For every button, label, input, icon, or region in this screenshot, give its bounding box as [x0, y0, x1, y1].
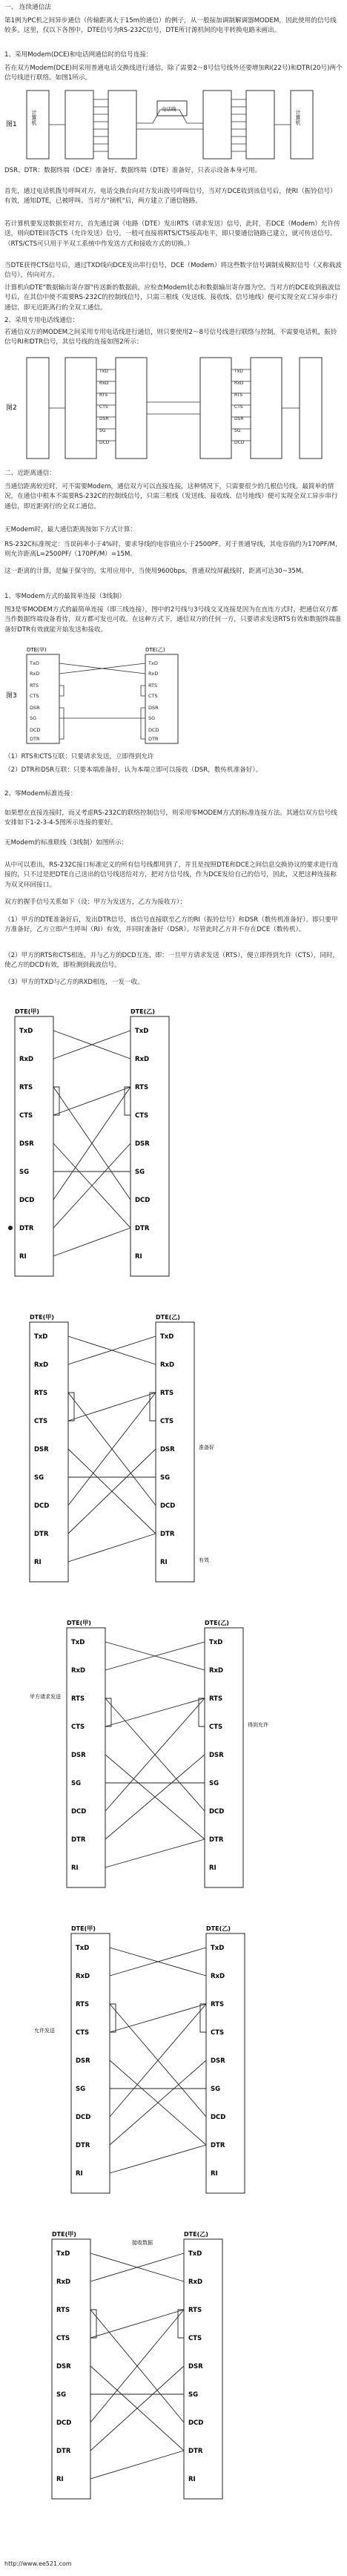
- paragraph: （3）甲方的TXD与乙方的RXD相连，一发一收。: [4, 979, 144, 986]
- signal-label: RxD: [34, 1361, 49, 1369]
- signal-label: DTR: [160, 1531, 175, 1538]
- null-modem-diagram: [8, 1008, 169, 1276]
- signal-label: DCD: [56, 2419, 72, 2427]
- signal-label: TxD: [135, 1028, 149, 1035]
- signal-label: SG: [71, 1780, 82, 1787]
- signal-wire: [90, 2451, 184, 2479]
- signal-label: RTS: [188, 2307, 202, 2314]
- crossover-lines: [59, 663, 145, 739]
- signal-label: RI: [188, 2476, 196, 2483]
- computer-label: 计算机: [31, 110, 37, 125]
- svg-text:RxD: RxD: [148, 671, 159, 677]
- signal-label: CTS: [34, 1418, 48, 1425]
- dte-b-label: DTE(乙): [184, 2231, 208, 2238]
- signal-label: DSR: [135, 1140, 150, 1148]
- signal-label: RTS: [71, 1695, 85, 1703]
- null-modem-diagrams: [0, 1003, 347, 2554]
- svg-text:DSR: DSR: [148, 705, 159, 711]
- signal-label: RxD: [56, 2278, 71, 2286]
- loopback-wire: [199, 1698, 205, 1726]
- section-heading-null-modem-3wire: 1、零Modem方式的最简单连接（3线制）: [4, 593, 126, 600]
- signal-label: CTS: [188, 2335, 202, 2342]
- svg-text:SG: SG: [99, 428, 106, 433]
- svg-text:SG: SG: [30, 715, 37, 721]
- signal-label: TxD: [19, 1028, 33, 1035]
- svg-text:RTS: RTS: [234, 392, 243, 398]
- signal-label: DCD: [188, 2419, 204, 2427]
- signal-wire: [90, 2310, 184, 2338]
- signal-label: DTR: [76, 2142, 90, 2149]
- section-heading-null-modem-standard: 2、零Modem标准连接：: [4, 790, 77, 798]
- dte-box: [65, 358, 96, 459]
- svg-text:DCD: DCD: [30, 727, 41, 733]
- signal-label: CTS: [56, 2335, 70, 2342]
- svg-text:SG: SG: [234, 428, 241, 433]
- dce-box: [116, 358, 147, 459]
- side-label: 准备好: [199, 1445, 214, 1450]
- signal-label: TxD: [56, 2250, 70, 2258]
- signal-label: RTS: [135, 1084, 149, 1091]
- paragraph: （2）甲方的RTS和CTS相连，并与乙方的DCD互连，即：一旦甲方请求发送（RTS），便立即得到允许（CTS），同时，使乙方的DCD有效，即检测到载波信号。: [4, 952, 340, 970]
- signal-wire: [105, 1839, 205, 1867]
- signal-label: RI: [19, 1253, 27, 1261]
- loopback-wire: [110, 2004, 116, 2032]
- dte-b-label: DTE(乙): [156, 1314, 180, 1321]
- paragraph: 若通信双方的MODEM之间采用专用电话线进行通信，则只要使用2～8号信号线进行联络与控制，不需要电话机，振铃信号RI和DTR信号，其信号线的连接如图2所示：: [4, 329, 337, 346]
- signal-label: RxD: [135, 1056, 150, 1063]
- signal-label: SG: [19, 1169, 30, 1176]
- signal-wire: [53, 1228, 130, 1256]
- figure-3-three-wire: [4, 644, 343, 748]
- signal-label: CTS: [211, 2029, 225, 2037]
- figure-3-svg: [4, 644, 343, 748]
- computer-box: [27, 358, 49, 459]
- loopback-wire: [200, 2004, 206, 2032]
- signal-label: DSR: [71, 1752, 86, 1759]
- signal-label: TxD: [188, 2250, 202, 2258]
- figure-1-modem-connection: [4, 88, 343, 162]
- svg-text:RxD: RxD: [30, 671, 40, 677]
- dte-b-label: DTE(乙): [130, 1008, 155, 1015]
- svg-text:RxD: RxD: [99, 381, 109, 386]
- loopback-wire: [90, 2310, 96, 2338]
- svg-text:CTS: CTS: [30, 693, 39, 699]
- signal-label: DSR: [160, 1446, 175, 1453]
- figure-1-svg: [4, 88, 343, 162]
- signal-label: DTR: [209, 1836, 224, 1844]
- svg-text:CTS: CTS: [99, 404, 108, 410]
- signal-label: RI: [56, 2476, 64, 2483]
- signal-label: DSR: [76, 2057, 90, 2065]
- side-label: 得到允许: [248, 1722, 268, 1728]
- signal-label: SG: [209, 1780, 219, 1787]
- signal-label: RxD: [211, 1973, 225, 1980]
- signal-label: RTS: [160, 1390, 174, 1397]
- dce-box: [203, 91, 231, 159]
- dte-a-label: DTE(甲): [67, 1620, 91, 1626]
- computer-box: [291, 91, 313, 159]
- null-modem-svg: [0, 1003, 347, 2554]
- signal-label: RTS: [211, 2001, 225, 2008]
- signal-label: SG: [34, 1474, 44, 1482]
- signal-label: RI: [135, 1253, 142, 1261]
- signal-label: DCD: [71, 1808, 87, 1816]
- null-modem-diagram: [34, 1925, 245, 2193]
- svg-text:CTS: CTS: [234, 404, 243, 410]
- signal-label: RI: [34, 1559, 42, 1566]
- signal-label: SG: [160, 1474, 171, 1482]
- dte-box: [251, 358, 282, 459]
- signal-label: RTS: [209, 1695, 223, 1703]
- signal-label: CTS: [160, 1418, 174, 1425]
- null-modem-diagram: [30, 1314, 214, 1582]
- paragraph: 如果想在直接连接时，而又考虑RS-232C的联络控制信号，则采用零MODEM方式的标准连接方法。其通信双方信号线安排如下1-2-3-4-5图所示连接的要好。: [4, 809, 337, 827]
- svg-text:TxD: TxD: [99, 369, 108, 374]
- signal-label: RI: [209, 1864, 217, 1872]
- figure-label: 图2: [6, 404, 17, 412]
- computer-label: 计算机: [295, 110, 301, 125]
- signal-label: RTS: [19, 1084, 33, 1091]
- figure-label: 图1: [6, 121, 17, 128]
- signal-label: DSR: [19, 1140, 34, 1148]
- signal-label: DCD: [209, 1808, 225, 1816]
- signal-wire: [68, 1534, 156, 1562]
- svg-text:RTS: RTS: [148, 683, 158, 689]
- signal-label: TxD: [211, 1945, 225, 1952]
- signal-label: RTS: [56, 2307, 70, 2314]
- footer-url: http://www.ee521.com: [4, 2560, 72, 2567]
- dte-a-label: DTE(甲): [71, 1925, 96, 1932]
- dte-a-label: DTE(甲): [15, 1008, 39, 1015]
- signal-wire: [68, 1393, 156, 1421]
- signal-label: DTR: [135, 1225, 150, 1232]
- signal-label: DCD: [76, 2114, 91, 2121]
- paragraph: 这一距离的计算，是偏于保守的。实用应用中，当使用9600bps，普通双绞屏蔽线时，距离可达30~35M。: [4, 568, 308, 575]
- side-label: 接收数据: [132, 2240, 153, 2246]
- section-heading-continuous: 一、 连续通信法: [4, 4, 51, 11]
- computer-box: [300, 358, 322, 459]
- marker-dot: [8, 1226, 13, 1230]
- paragraph: （2）DTR和DSR互联：只要本端准备好，认为本端立即可以接收（DSR，数传机准备好）。: [4, 766, 262, 774]
- signal-labels-b: [148, 660, 159, 742]
- signal-label: TxD: [209, 1639, 223, 1646]
- signal-labels-left: [99, 369, 110, 445]
- signal-label: DCD: [19, 1197, 35, 1204]
- signal-label: CTS: [76, 2029, 90, 2037]
- dte-a-label: DTE(甲): [52, 2231, 76, 2238]
- computer-box: [27, 91, 49, 159]
- signal-label: TxD: [34, 1333, 48, 1341]
- signal-label: RTS: [34, 1390, 48, 1397]
- paragraph: 首先，通过电话机拨号呼叫对方，电话交换台向对方发出拨号呼叫信号，当对方DCE收到该信号后，使RI（振铃信号）有效，通知DTE，已被呼叫。当对方"摘机"后，两方建立了通信链路。: [4, 188, 337, 206]
- dce-box: [108, 91, 136, 159]
- figure-2-leased-line: [4, 355, 343, 463]
- svg-text:DTR: DTR: [30, 736, 40, 742]
- svg-text:DCD: DCD: [234, 440, 245, 445]
- paragraph: 双方的握手信号关系如下（设：甲方为发送方，乙方为接收方）：: [4, 898, 186, 906]
- signal-labels-right: [234, 369, 245, 445]
- signal-label: TxD: [76, 1945, 90, 1952]
- signal-label: RxD: [76, 1973, 90, 1980]
- svg-text:RTS: RTS: [99, 392, 108, 398]
- paragraph: 计算机向DTE"数据输出寄存器"传送新的数据前，应检查Modem状态和数据输出寄存器为空。当对方的DCE收到载波信号后，在其信中使不需要RS-232C的控制线信号，只需三根线（发送线、接收线、信号地线）便可实现全双工异步串行通信，即无近距离行的全双工通信。: [4, 284, 341, 312]
- svg-text:DCD: DCD: [148, 727, 159, 733]
- dte-box: [65, 91, 93, 159]
- signal-wire: [110, 2145, 206, 2173]
- signal-label: DTR: [211, 2142, 225, 2149]
- svg-text:RxD: RxD: [234, 381, 244, 386]
- phone-line-label: 电话线: [162, 106, 176, 112]
- signal-label: DCD: [34, 1502, 50, 1510]
- signal-label: RI: [76, 2170, 83, 2178]
- signal-label: RxD: [209, 1667, 224, 1675]
- signal-label: DCD: [160, 1502, 176, 1510]
- dce-box: [200, 358, 231, 459]
- svg-text:DSR: DSR: [99, 416, 109, 421]
- signal-label: SG: [188, 2391, 199, 2399]
- signal-label: CTS: [135, 1112, 149, 1120]
- loopback-wire: [178, 2310, 184, 2338]
- paragraph: 无Modem的标准联线（3线制）如图所示：: [4, 839, 128, 847]
- section-heading-leased-line: 2、采用专用电话线通信：: [4, 317, 79, 324]
- signal-label: SG: [211, 2086, 221, 2093]
- section-heading-short-distance: 二、近距离通信：: [4, 470, 56, 477]
- dte-b-label: DTE(乙): [206, 1925, 231, 1932]
- signal-label: SG: [135, 1169, 145, 1176]
- dte-a-label: DTE(甲): [27, 647, 47, 653]
- signal-wire: [105, 1698, 205, 1726]
- paragraph: 若在双方Modem(DCE)间采用普通电话交换线进行通信，除了需要2～8号信号线外还要增加RI(22号)和DTR(20号)两个信号线进行联络。如图1所示。: [4, 65, 343, 82]
- signal-label: DCD: [135, 1197, 151, 1204]
- signal-label: DSR: [188, 2363, 203, 2370]
- signal-label: DCD: [211, 2114, 226, 2121]
- signal-label: DSR: [211, 2057, 225, 2065]
- signal-label: CTS: [71, 1724, 85, 1731]
- signal-label: RI: [211, 2170, 218, 2178]
- svg-text:CTS: CTS: [148, 693, 158, 699]
- signal-label: CTS: [209, 1724, 223, 1731]
- signal-label: RxD: [71, 1667, 86, 1675]
- paragraph: 当DTE获得CTS信号后，通过TXD线向DCE发出串行信号，DCE（Modem）将这些数字信号调制成模拟信号（又称载波信号），传向对方。: [4, 262, 342, 280]
- signal-label: RxD: [160, 1361, 175, 1369]
- section-heading-modem: 1、采用Modem(DCE)和电话网通信时的信号连接：: [4, 51, 153, 59]
- loopback-wire: [105, 1698, 111, 1726]
- svg-text:DSR: DSR: [234, 416, 244, 421]
- signal-label: DSR: [56, 2363, 71, 2370]
- signal-label: RI: [160, 1559, 168, 1566]
- signal-label: DTR: [34, 1531, 49, 1538]
- paragraph: 从中可以看出，RS-232C接口标准定义的所有信号线都用到了，并且是按照DTE和DCE之间信息交换协议的要求进行连接的，只不过是把DTE自己送出的信号线送给对方，把对方信号线，作为DCE发给自己的信号，因此，又把这种连接称为双叉环回接口。: [4, 861, 339, 889]
- signal-label: DTR: [19, 1225, 34, 1232]
- signal-labels-a: [29, 660, 41, 742]
- figure-2-svg: [4, 355, 343, 463]
- signal-wire: [53, 1087, 130, 1115]
- dte-a-label: DTE(甲): [30, 1314, 54, 1321]
- signal-label: CTS: [19, 1112, 33, 1120]
- signal-label: DTR: [56, 2448, 71, 2455]
- signal-label: DTR: [71, 1836, 86, 1844]
- dte-box: [246, 91, 274, 159]
- svg-text:DSR: DSR: [30, 705, 40, 711]
- signal-label: DSR: [209, 1752, 224, 1759]
- paragraph: DSR、DTR：数据终端（DCE）准备好、数据终端（DTE）准备好，只表示设备本身可用。: [4, 167, 262, 174]
- paragraph: 若计算机要发送数据至对方，首先通过调《电路（DTE）发出RTS（请求发送）信号，此时，若DCE（Modem）允许传送，则向DTE回答CTS（允许发送）信号。一般可直接将RTS/CTS接高电平，即只要通信链路已建立，就可传送信号。（RTS/CTS可只用于半双工系统中作发送方式和接收方式的切换。）: [4, 220, 340, 248]
- null-modem-diagram: [30, 1620, 268, 1887]
- signal-label: DTR: [188, 2448, 203, 2455]
- svg-text:DTR: DTR: [148, 736, 159, 742]
- paragraph: （1）RTS和CTS互联：只要请求发送，立即得到允许: [4, 753, 154, 760]
- signal-label: RxD: [19, 1056, 34, 1063]
- svg-text:TxD: TxD: [30, 660, 39, 666]
- svg-text:SG: SG: [148, 715, 156, 721]
- signal-label: RxD: [188, 2278, 203, 2286]
- side-label: 允许发送: [34, 2028, 55, 2034]
- svg-text:TxD: TxD: [148, 660, 158, 666]
- svg-text:RTS: RTS: [30, 683, 39, 689]
- dte-b-label: DTE(乙): [145, 647, 165, 653]
- signal-label: TxD: [160, 1333, 174, 1341]
- side-label: 有效: [199, 1557, 209, 1563]
- svg-text:DCD: DCD: [99, 440, 110, 445]
- paragraph: （1）甲方的DTE准备好后，发出DTR信号，该信号直接联至乙方的RI（振铃信号）和DSR（数传机准备好）。即只要甲方准备好，乙方立即产生呼叫（RI）有效，并同时准备好（DSR）。尽管此时乙方并不存在DCE（数传机）。: [4, 916, 338, 934]
- signal-label: SG: [76, 2086, 86, 2093]
- paragraph: 当通信距离较近时，可不需要Modem，通信双方可以直接连接，这种情况下，只需要很少的几根信号线。最简单的情况，在通信中根本不需要RS-232C的控制线信号，只需三根线（发送线、接收线、信号地线）便可实现全双工异步串行通信，即近距离行的全双工通信。: [4, 483, 338, 510]
- signal-label: RI: [71, 1864, 79, 1872]
- signal-label: RTS: [76, 2001, 90, 2008]
- side-label: 甲方请求发送: [30, 1694, 61, 1700]
- paragraph: RS-232C标准规定：当误码率小于4%时，要求导线的电容值应小于2500PF。对于普通导线，其电容值约为170PF/M，则允许距离L=2500PF/（170PF/M）=15M。: [4, 541, 342, 559]
- signal-wire: [110, 2004, 206, 2032]
- signal-label: SG: [56, 2391, 67, 2399]
- paragraph: 第1例为PC机之间异步通信（传输距离大于15m的通信）的例子，从一般接加调制解调器MODEM，因此使用的信号线较多。这里，仅以下各图中，DTE信号为RS-232C信号，DTE所讨源机间的电平转换电路未画出。: [4, 17, 337, 35]
- signal-label: DSR: [34, 1446, 49, 1453]
- null-modem-diagram: [52, 2231, 222, 2499]
- paragraph: 无Modem时，最大通信距离按如下方式计算：: [4, 526, 136, 533]
- signal-lines: [49, 369, 300, 441]
- dte-b-label: DTE(乙): [205, 1620, 229, 1626]
- figure-label: 图3: [6, 692, 17, 700]
- paragraph: 图3是零MODEM方式的最简单连接（即三线连接），图中的2号线与3号线交叉连接是因为在直连方式时，把通信双方都当作数据终端设备看待，双方都可发也可收。在这种方式下，通信双方的任何一方，只要请求发送RTS有效和数据终端准备好DTR有效就能开始发送和接收。: [4, 606, 342, 634]
- svg-text:TxD: TxD: [234, 369, 243, 374]
- signal-label: TxD: [71, 1639, 85, 1646]
